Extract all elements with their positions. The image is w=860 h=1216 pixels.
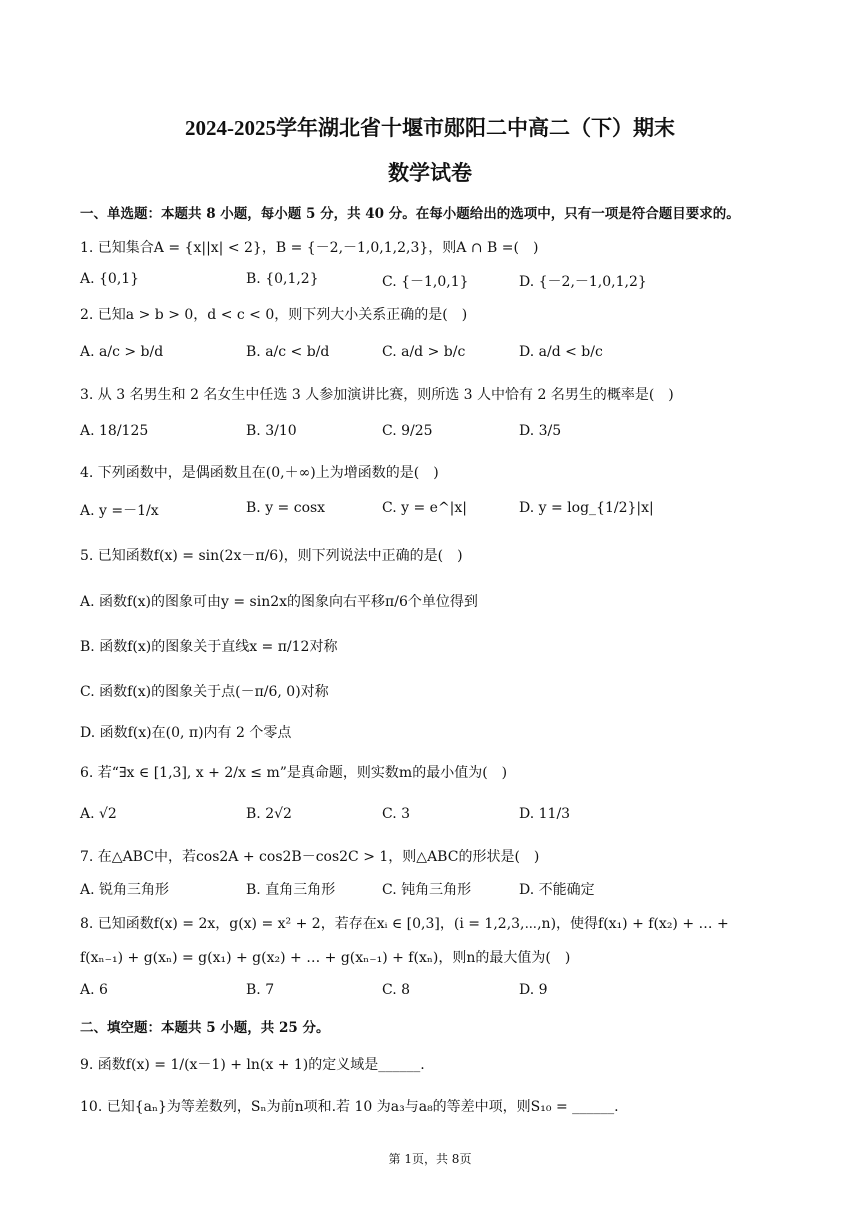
question-8-option-d: D. 9 [519,982,548,998]
question-6-options [80,806,780,828]
question-3-option-d: D. 3/5 [519,423,562,439]
question-5-stem: 5. 已知函数f(x) = sin(2x－π/6)，则下列说法中正确的是( ) [80,548,463,564]
page-footer: 第 1页，共 8页 [388,1152,472,1166]
question-8-stem-line-2: f(xₙ₋₁) + g(xₙ) = g(x₁) + g(x₂) + … + g(xₙ₋₁) + f(xₙ)，则n的最大值为( ) [80,950,571,966]
question-7-stem: 7. 在△ABC中，若cos2A + cos2B－cos2C > 1，则△ABC的形状是( ) [80,849,540,865]
question-1-option-b: B. {0,1,2} [246,271,319,287]
question-4-option-a: A. y =－1/x [80,503,159,519]
question-1-options [80,271,780,293]
question-2-stem: 2. 已知a > b > 0，d < c < 0，则下列大小关系正确的是( ) [80,307,468,323]
question-2-option-b: B. a/c < b/d [246,344,330,360]
question-3-stem: 3. 从 3 名男生和 2 名女生中任选 3 人参加演讲比赛，则所选 3 人中恰有 2 名男生的概率是( ) [80,387,674,403]
page-subtitle: 数学试卷 [388,161,472,185]
question-2-option-a: A. a/c > b/d [80,344,164,360]
question-2-option-d: D. a/d < b/c [519,344,603,360]
question-6-option-d: D. 11/3 [519,806,571,822]
question-6-option-b: B. 2√2 [246,806,292,822]
question-7-option-b: B. 直角三角形 [246,882,336,898]
section-single-choice: 一、单选题：本题共 8 小题，每小题 5 分，共 40 分。在每小题给出的选项中，只有一项是符合题目要求的。 [80,206,740,222]
question-5-option-c: C. 函数f(x)的图象关于点(－π/6, 0)对称 [80,684,329,700]
question-5-option-b: B. 函数f(x)的图象关于直线x = π/12对称 [80,639,338,655]
question-8-option-c: C. 8 [382,982,411,998]
question-8-option-a: A. 6 [80,982,108,998]
question-6-stem: 6. 若“∃x ∈ [1,3], x + 2/x ≤ m”是真命题，则实数m的最小值为( ) [80,765,508,781]
question-6-option-c: C. 3 [382,806,411,822]
question-2-options [80,344,780,366]
question-1-stem: 1. 已知集合A = {x||x| < 2}，B = {－2,－1,0,1,2,3}，则A ∩ B =( ) [80,240,539,256]
question-4-option-c: C. y = e^|x| [382,500,467,516]
question-1-option-a: A. {0,1} [80,271,140,287]
page-title: 2024-2025学年湖北省十堰市郧阳二中高二（下）期末 [185,116,675,140]
question-8-stem-line-1: 8. 已知函数f(x) = 2x，g(x) = x² + 2，若存在xᵢ ∈ [0,3]，(i = 1,2,3,⋯,n)，使得f(x₁) + f(x₂) + … + [80,916,729,932]
question-3-option-c: C. 9/25 [382,423,433,439]
question-4-stem: 4. 下列函数中，是偶函数且在(0,＋∞)上为增函数的是( ) [80,465,439,481]
question-7-option-d: D. 不能确定 [519,882,595,898]
question-1-option-d: D. {－2,－1,0,1,2} [519,274,647,290]
question-7-option-a: A. 锐角三角形 [80,882,170,898]
question-4-options [80,500,780,522]
question-8-options [80,982,780,1004]
question-9-stem: 9. 函数f(x) = 1/(x－1) + ln(x + 1)的定义域是______. [80,1057,425,1073]
question-2-option-c: C. a/d > b/c [382,344,466,360]
section-fill-blank: 二、填空题：本题共 5 小题，共 25 分。 [80,1020,330,1036]
question-4-option-b: B. y = cosx [246,500,326,516]
question-10-stem: 10. 已知{aₙ}为等差数列，Sₙ为前n项和.若 10 为a₃与a₈的等差中项，则S₁₀ = ______. [80,1099,619,1115]
question-5-option-a: A. 函数f(x)的图象可由y = sin2x的图象向右平移π/6个单位得到 [80,594,478,610]
question-7-options [80,879,780,901]
question-3-option-a: A. 18/125 [80,423,149,439]
question-7-option-c: C. 钝角三角形 [382,882,472,898]
question-1-option-c: C. {－1,0,1} [382,274,469,290]
question-4-option-d: D. y = log_{1/2}|x| [519,500,654,516]
question-5-option-d: D. 函数f(x)在(0, π)内有 2 个零点 [80,725,292,741]
question-3-options [80,423,780,445]
question-6-option-a: A. √2 [80,806,117,822]
question-3-option-b: B. 3/10 [246,423,297,439]
question-8-option-b: B. 7 [246,982,275,998]
